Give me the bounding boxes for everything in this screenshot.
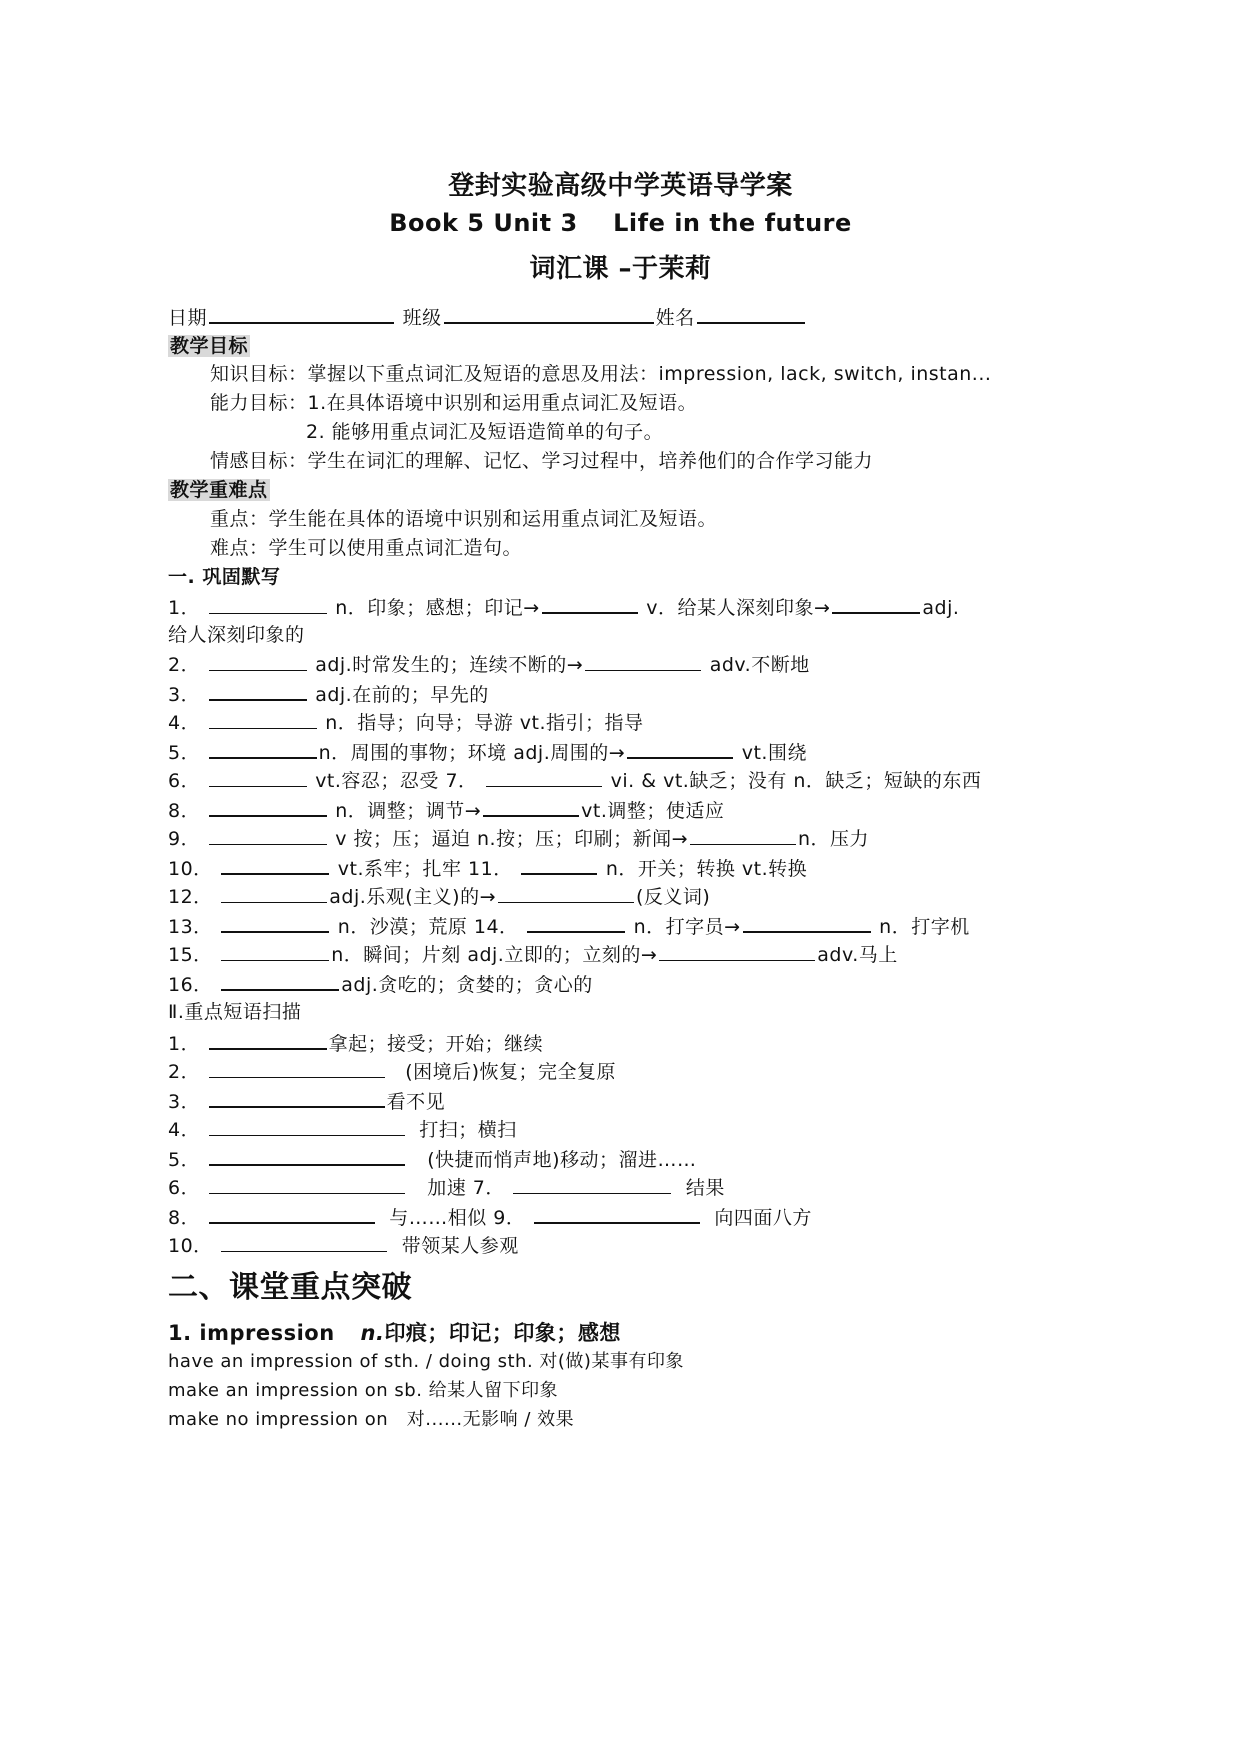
school-title: 登封实验高级中学英语导学案 [448,171,793,201]
blank[interactable] [486,768,602,787]
blank[interactable] [209,739,317,759]
blank[interactable] [209,797,327,817]
blank[interactable] [483,797,579,817]
blank[interactable] [743,913,871,933]
blank[interactable] [209,1117,405,1136]
lesson-title: 词汇课 –于茉莉 [529,254,712,284]
phrase-item-3: 3． 看不见 [168,1088,445,1114]
blank[interactable] [832,594,920,614]
blank[interactable] [209,1175,405,1194]
name-label: 姓名 [655,307,695,329]
phrase-item-8-9: 8． 与……相似 9． 向四面八方 [168,1204,812,1230]
blank[interactable] [209,595,327,614]
phrase-item-10: 10． 带领某人参观 [168,1235,519,1257]
phrase-item-6-7: 6． 加速 7． 结果 [168,1177,725,1199]
blank[interactable] [209,768,307,787]
vocab-item-13-14: 13． n．沙漠；荒原 14． n．打字员→ n．打字机 [168,913,970,939]
vocab-item-5: 5． n．周围的事物；环境 adj.周围的→ vt.围绕 [168,739,807,765]
key-word-meaning: 印痕；印记；印象；感想 [384,1321,621,1345]
blank[interactable] [513,1175,671,1194]
blank[interactable] [209,710,317,729]
blank[interactable] [521,855,597,875]
vocab-item-8: 8． n．调整；调节→ vt.调整；使适应 [168,797,724,823]
focus-key: 重点：学生能在具体的语境中识别和运用重点词汇及短语。 [210,508,718,530]
vocab-item-9: 9． v 按；压；逼迫 n.按；压；印刷；新闻→ n．压力 [168,828,870,850]
vocab-item-10-11: 10． vt.系牢；扎牢 11． n．开关；转换 vt.转换 [168,855,807,881]
section-3-heading: 二、课堂重点突破 [168,1270,412,1305]
blank[interactable] [209,681,307,701]
blank[interactable] [690,826,796,845]
blank[interactable] [527,913,625,933]
key-word-entry [168,1320,621,1346]
vocab-item-1-continued: 给人深刻印象的 [168,624,305,646]
name-blank[interactable] [697,304,805,324]
class-blank[interactable] [444,304,654,324]
blank[interactable] [221,1233,387,1252]
part-of-speech: n. [360,1321,385,1345]
blank[interactable] [221,884,327,903]
blank[interactable] [659,942,815,961]
blank[interactable] [209,652,307,671]
date-label: 日期 [168,307,208,329]
objective-emotion: 情感目标：学生在词汇的理解、记忆、学习过程中，培养他们的合作学习能力 [210,450,874,472]
vocab-item-2: 2． adj.时常发生的；连续不断的→ adv.不断地 [168,654,810,676]
blank[interactable] [221,942,329,961]
phrase-item-4: 4． 打扫；横扫 [168,1119,517,1141]
blank[interactable] [627,739,733,759]
book-unit-title: Book 5 Unit 3 Life in the future [389,209,852,237]
vocab-item-12: 12． adj.乐观(主义)的→ (反义词) [168,886,711,908]
section-1-heading: 一. 巩固默写 [168,566,281,588]
vocab-item-6-7: 6． vt.容忍；忍受 7． vi. & vt.缺乏；没有 n．缺乏；短缺的东西 [168,770,982,792]
objective-knowledge: 知识目标：掌握以下重点词汇及短语的意思及用法：impression, lack, switch, instan... [210,363,992,385]
blank[interactable] [498,884,634,903]
blank[interactable] [209,1059,385,1078]
blank[interactable] [585,652,701,671]
phrase-item-1: 1． 拿起；接受；开始；继续 [168,1030,543,1056]
class-label: 班级 [402,307,442,329]
vocab-item-1: 1． n．印象；感想；印记→ v．给某人深刻印象→ adj. [168,594,959,620]
blank[interactable] [221,971,339,991]
focus-heading: 教学重难点 [170,479,268,501]
vocab-item-15: 15． n．瞬间；片刻 adj.立即的；立刻的→ adv.马上 [168,944,898,966]
phrase-item-5: 5． (快捷而悄声地)移动；溜进…… [168,1146,697,1172]
section-2-heading: Ⅱ.重点短语扫描 [168,1001,302,1023]
blank[interactable] [534,1204,700,1224]
blank[interactable] [209,826,327,845]
usage-example-1: have an impression of sth. / doing sth. 对(做)某事有印象 [168,1351,684,1372]
usage-example-2: make an impression on sb. 给某人留下印象 [168,1380,559,1401]
phrase-item-2: 2． (困境后)恢复；完全复原 [168,1061,617,1083]
vocab-item-4: 4． n．指导；向导；导游 vt.指引；指导 [168,712,644,734]
date-blank[interactable] [209,304,394,324]
blank[interactable] [209,1088,385,1108]
objective-ability-1: 能力目标：1.在具体语境中识别和运用重点词汇及短语。 [210,392,698,414]
blank[interactable] [221,913,329,933]
vocab-item-3: 3． adj.在前的；早先的 [168,681,489,707]
usage-example-3: make no impression on 对......无影响 / 效果 [168,1409,575,1430]
vocab-item-16: 16． adj.贪吃的；贪婪的；贪心的 [168,971,593,997]
blank[interactable] [221,855,329,875]
focus-difficult: 难点：学生可以使用重点词汇造句。 [210,537,523,559]
blank[interactable] [209,1146,405,1166]
blank[interactable] [209,1030,327,1050]
objective-ability-2: 2. 能够用重点词汇及短语造简单的句子。 [306,421,664,443]
objectives-heading: 教学目标 [170,335,249,357]
blank[interactable] [209,1204,375,1224]
blank[interactable] [542,594,638,614]
key-word: 1. impression [168,1321,335,1345]
info-line [168,304,807,330]
